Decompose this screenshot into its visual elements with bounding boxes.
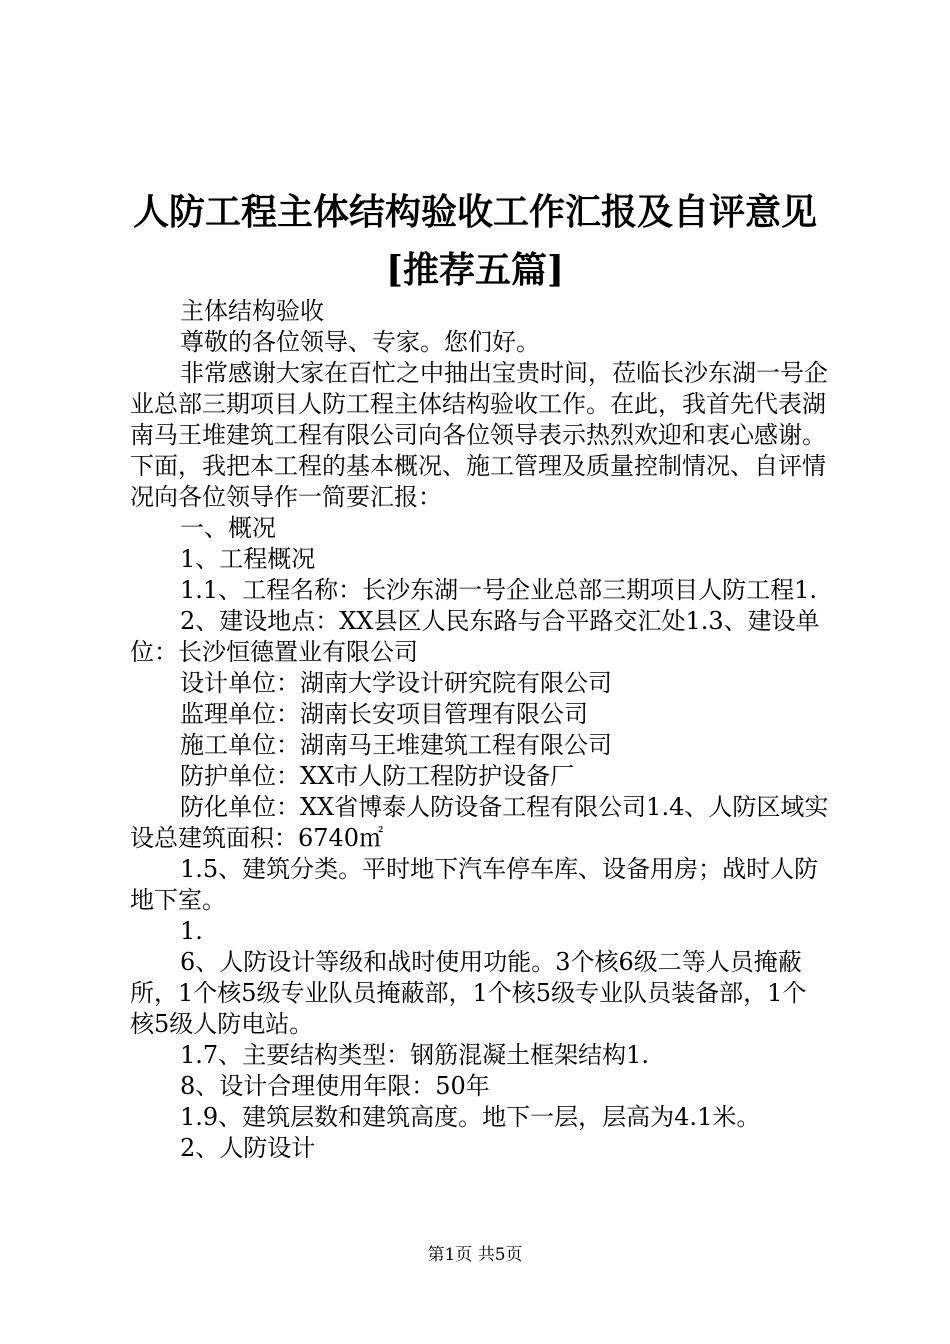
paragraph: 1. — [180, 917, 203, 945]
paragraph: 一、概况 — [180, 514, 276, 542]
document-body — [130, 296, 830, 1164]
paragraph: 监理单位：湖南长安项目管理有限公司 — [180, 700, 588, 728]
paragraph: 1.9、建筑层数和建筑高度。地下一层，层高为4.1米。 — [180, 1103, 761, 1131]
paragraph: 6、人防设计等级和战时使用功能。3个核6级二等人员掩蔽所，1个核5级专业队员掩蔽部，1个核5级专业队员装备部，1个核5级人防电站。 — [130, 948, 807, 1038]
paragraph: 8、设计合理使用年限：50年 — [180, 1072, 490, 1100]
paragraph: 尊敬的各位领导、专家。您们好。 — [180, 328, 540, 356]
document-title-line1: 人防工程主体结构验收工作汇报及自评意见 — [132, 191, 817, 233]
paragraph: 1.5、建筑分类。平时地下汽车停车库、设备用房；战时人防地下室。 — [130, 855, 819, 914]
paragraph: 主体结构验收 — [180, 297, 324, 325]
document-title-line2: [推荐五篇] — [385, 249, 565, 291]
page-footer: 第1页 共5页 — [427, 1245, 523, 1265]
paragraph: 防化单位：XX省博泰人防设备工程有限公司1.4、人防区域实设总建筑面积：6740㎡ — [130, 793, 829, 852]
paragraph: 1.7、主要结构类型：钢筋混凝土框架结构1. — [180, 1041, 650, 1069]
paragraph: 防护单位：XX市人防工程防护设备厂 — [180, 762, 575, 790]
paragraph: 非常感谢大家在百忙之中抽出宝贵时间，莅临长沙东湖一号企业总部三期项目人防工程主体结构验收工作。在此，我首先代表湖南马王堆建筑工程有限公司向各位领导表示热烈欢迎和衷心感谢。下面，我把本工程的基本概况、施工管理及质量控制情况、自评情况向各位领导作一简要汇报： — [130, 359, 828, 511]
paragraph: 1.1、工程名称：长沙东湖一号企业总部三期项目人防工程1. — [180, 576, 818, 604]
paragraph: 2、人防设计 — [180, 1134, 316, 1162]
paragraph: 2、建设地点：XX县区人民东路与合平路交汇处1.3、建设单位：长沙恒德置业有限公司 — [130, 607, 820, 666]
paragraph: 设计单位：湖南大学设计研究院有限公司 — [180, 669, 612, 697]
paragraph: 施工单位：湖南马王堆建筑工程有限公司 — [180, 731, 612, 759]
paragraph: 1、工程概况 — [180, 545, 316, 573]
